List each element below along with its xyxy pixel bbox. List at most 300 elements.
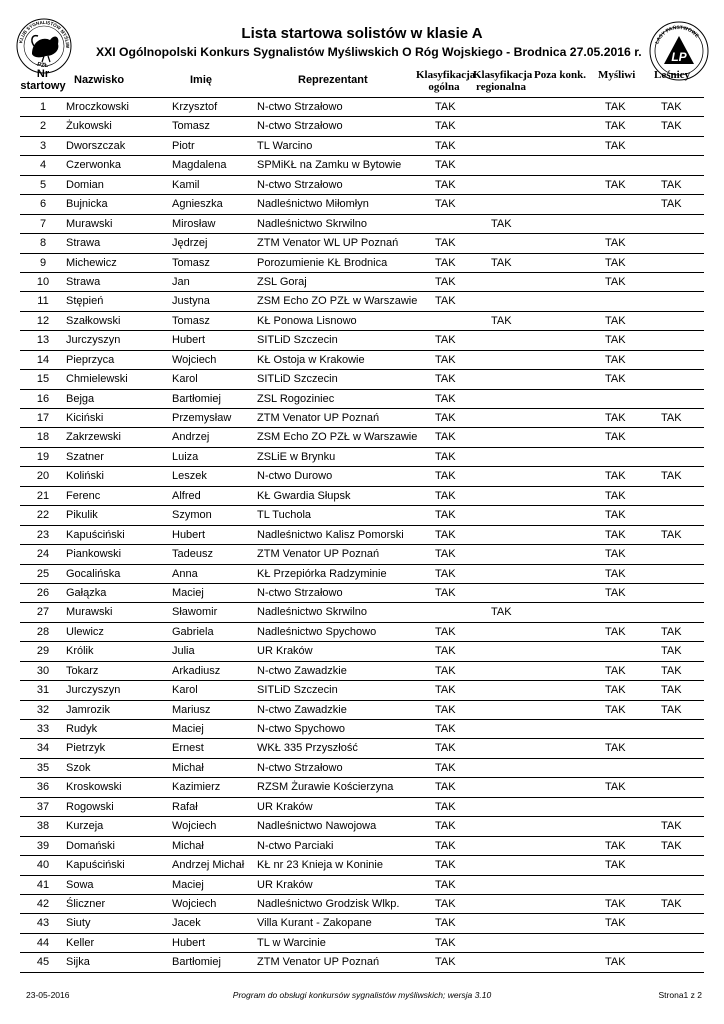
row-imie: Sławomir bbox=[172, 606, 218, 619]
row-klasyfikacja-ogolna: TAK bbox=[435, 625, 456, 638]
table-row bbox=[0, 292, 724, 311]
row-reprezentant: Nadleśnictwo Spychowo bbox=[257, 625, 377, 638]
row-nazwisko: Ulewicz bbox=[66, 625, 104, 638]
row-klasyfikacja-ogolna: TAK bbox=[435, 548, 456, 561]
row-nr: 7 bbox=[39, 217, 47, 230]
col-mysliwi-header: Myśliwi bbox=[598, 69, 636, 81]
row-reprezentant: UR Kraków bbox=[257, 800, 313, 813]
row-mysliwi: TAK bbox=[605, 684, 626, 697]
table-row bbox=[0, 798, 724, 817]
table-row bbox=[0, 428, 724, 447]
row-klasyfikacja-ogolna: TAK bbox=[435, 781, 456, 794]
table-row bbox=[0, 137, 724, 156]
row-lesnicy: TAK bbox=[661, 198, 682, 211]
row-klasyfikacja-ogolna: TAK bbox=[435, 489, 456, 502]
row-reprezentant: UR Kraków bbox=[257, 645, 313, 658]
row-imie: Ernest bbox=[172, 742, 204, 755]
row-lesnicy: TAK bbox=[661, 684, 682, 697]
row-imie: Hubert bbox=[172, 528, 206, 541]
row-mysliwi: TAK bbox=[605, 742, 626, 755]
row-imie: Julia bbox=[172, 645, 195, 658]
row-reprezentant: ZSLiE w Brynku bbox=[257, 450, 336, 463]
row-imie: Justyna bbox=[172, 295, 210, 308]
row-nazwisko: Żukowski bbox=[66, 120, 112, 133]
row-mysliwi: TAK bbox=[605, 625, 626, 638]
row-klasyfikacja-ogolna: TAK bbox=[435, 159, 456, 172]
row-nr: 12 bbox=[36, 314, 50, 327]
row-imie: Jędrzej bbox=[172, 237, 208, 250]
row-nazwisko: Strawa bbox=[66, 237, 101, 250]
row-reprezentant: SITLiD Szczecin bbox=[257, 684, 338, 697]
row-mysliwi: TAK bbox=[605, 237, 626, 250]
row-klasyfikacja-ogolna: TAK bbox=[435, 509, 456, 522]
row-reprezentant: Nadleśnictwo Nawojowa bbox=[257, 820, 377, 833]
row-klasyfikacja-ogolna: TAK bbox=[435, 450, 456, 463]
row-nazwisko: Sowa bbox=[66, 878, 94, 891]
row-klasyfikacja-ogolna: TAK bbox=[435, 470, 456, 483]
row-klasyfikacja-ogolna: TAK bbox=[435, 878, 456, 891]
row-nr: 14 bbox=[36, 353, 50, 366]
table-row bbox=[0, 934, 724, 953]
row-mysliwi: TAK bbox=[605, 528, 626, 541]
row-reprezentant: Nadleśnictwo Kalisz Pomorski bbox=[257, 528, 404, 541]
table-row bbox=[0, 117, 724, 136]
row-klasyfikacja-ogolna: TAK bbox=[435, 295, 456, 308]
row-imie: Wojciech bbox=[172, 897, 217, 910]
row-klasyfikacja-ogolna: TAK bbox=[435, 684, 456, 697]
row-mysliwi: TAK bbox=[605, 412, 626, 424]
table-row bbox=[0, 390, 724, 409]
row-klasyfikacja-ogolna: TAK bbox=[435, 431, 456, 444]
row-reprezentant: N-ctwo Zawadzkie bbox=[257, 703, 347, 716]
row-reprezentant: ZTM Venator UP Poznań bbox=[257, 412, 380, 424]
table-row bbox=[0, 817, 724, 836]
row-lesnicy: TAK bbox=[661, 528, 682, 541]
row-reprezentant: RZSM Żurawie Kościerzyna bbox=[257, 781, 394, 794]
table-row bbox=[0, 506, 724, 525]
participants-table bbox=[0, 98, 724, 973]
col-nr-line2: startowy bbox=[20, 80, 66, 92]
row-nazwisko: Bujnicka bbox=[66, 198, 108, 211]
table-row bbox=[0, 215, 724, 234]
row-nazwisko: Gałązka bbox=[66, 586, 107, 599]
table-row bbox=[0, 312, 724, 331]
row-nazwisko: Sijka bbox=[66, 956, 90, 969]
row-nazwisko: Jamrozik bbox=[66, 703, 111, 716]
row-nr: 1 bbox=[39, 101, 47, 113]
table-row bbox=[0, 234, 724, 253]
row-mysliwi: TAK bbox=[605, 470, 626, 483]
row-nr: 16 bbox=[36, 392, 50, 405]
row-klasyfikacja-ogolna: TAK bbox=[435, 645, 456, 658]
row-nr: 32 bbox=[36, 703, 50, 716]
row-imie: Przemysław bbox=[172, 412, 232, 424]
row-nr: 15 bbox=[36, 373, 50, 386]
row-nr: 39 bbox=[36, 839, 50, 852]
row-mysliwi: TAK bbox=[605, 956, 626, 969]
row-mysliwi: TAK bbox=[605, 373, 626, 386]
row-imie: Mariusz bbox=[172, 703, 211, 716]
row-reprezentant: KŁ Ponowa Lisnowo bbox=[257, 314, 357, 327]
row-lesnicy: TAK bbox=[661, 412, 682, 424]
row-mysliwi: TAK bbox=[605, 917, 626, 930]
col-ogolna-line1: Klasyfikacja bbox=[416, 69, 476, 81]
col-lesnicy-header: Leśnicy bbox=[654, 69, 691, 81]
row-reprezentant: UR Kraków bbox=[257, 878, 313, 891]
row-klasyfikacja-ogolna: TAK bbox=[435, 917, 456, 930]
row-lesnicy: TAK bbox=[661, 101, 682, 113]
row-lesnicy: TAK bbox=[661, 470, 682, 483]
row-mysliwi: TAK bbox=[605, 509, 626, 522]
row-reprezentant: ZTM Venator WL UP Poznań bbox=[257, 237, 399, 250]
row-klasyfikacja-ogolna: TAK bbox=[435, 139, 456, 152]
row-klasyfikacja-ogolna: TAK bbox=[435, 392, 456, 405]
row-imie: Gabriela bbox=[172, 625, 214, 638]
table-row bbox=[0, 273, 724, 292]
row-nazwisko: Bejga bbox=[66, 392, 95, 405]
row-nazwisko: Królik bbox=[66, 645, 94, 658]
footer-page: Strona1 z 2 bbox=[658, 990, 702, 1000]
row-nr: 36 bbox=[36, 781, 50, 794]
footer-date: 23-05-2016 bbox=[26, 990, 70, 1000]
table-row bbox=[0, 176, 724, 195]
col-ogolna-line2: ogólna bbox=[428, 81, 460, 93]
row-nazwisko: Zakrzewski bbox=[66, 431, 122, 444]
row-nr: 43 bbox=[36, 917, 50, 930]
col-nr-line1: Nr bbox=[36, 68, 50, 80]
table-row bbox=[0, 681, 724, 700]
table-row bbox=[0, 331, 724, 350]
row-reprezentant: N-ctwo Durowo bbox=[257, 470, 333, 483]
row-klasyfikacja-ogolna: TAK bbox=[435, 256, 456, 269]
row-divider bbox=[20, 972, 704, 973]
row-nazwisko: Murawski bbox=[66, 217, 113, 230]
row-nr: 11 bbox=[37, 295, 49, 308]
row-klasyfikacja-regionalna: TAK bbox=[491, 256, 512, 269]
table-row bbox=[0, 778, 724, 797]
row-nr: 6 bbox=[39, 198, 47, 211]
row-imie: Leszek bbox=[172, 470, 207, 483]
row-nazwisko: Siuty bbox=[66, 917, 91, 930]
table-row bbox=[0, 701, 724, 720]
row-nazwisko: Keller bbox=[66, 936, 95, 949]
row-reprezentant: Nadleśnictwo Grodzisk Wlkp. bbox=[257, 897, 400, 910]
col-nazwisko-header: Nazwisko bbox=[74, 74, 125, 86]
row-imie: Jan bbox=[172, 275, 190, 288]
row-mysliwi: TAK bbox=[605, 275, 626, 288]
row-imie: Wojciech bbox=[172, 820, 217, 833]
row-mysliwi: TAK bbox=[605, 839, 626, 852]
row-nr: 37 bbox=[36, 800, 50, 813]
row-klasyfikacja-ogolna: TAK bbox=[435, 101, 456, 113]
row-reprezentant: Nadleśnictwo Skrwilno bbox=[257, 606, 368, 619]
row-imie: Szymon bbox=[172, 509, 212, 522]
row-nr: 45 bbox=[36, 956, 50, 969]
row-nr: 8 bbox=[39, 237, 47, 250]
row-nr: 9 bbox=[39, 256, 47, 269]
row-lesnicy: TAK bbox=[661, 664, 682, 677]
row-reprezentant: Nadleśnictwo Miłomłyn bbox=[257, 198, 369, 211]
row-nazwisko: Śliczner bbox=[66, 897, 106, 910]
row-klasyfikacja-ogolna: TAK bbox=[435, 820, 456, 833]
page-title: Lista startowa solistów w klasie A bbox=[241, 25, 483, 42]
table-row bbox=[0, 720, 724, 739]
row-klasyfikacja-ogolna: TAK bbox=[435, 897, 456, 910]
table-row bbox=[0, 98, 724, 117]
row-mysliwi: TAK bbox=[605, 256, 626, 269]
row-nazwisko: Tokarz bbox=[66, 664, 99, 677]
row-nr: 30 bbox=[36, 664, 50, 677]
row-imie: Jacek bbox=[172, 917, 201, 930]
table-row bbox=[0, 856, 724, 875]
row-imie: Kamil bbox=[172, 178, 200, 191]
row-klasyfikacja-ogolna: TAK bbox=[435, 178, 456, 191]
row-mysliwi: TAK bbox=[605, 567, 626, 580]
row-mysliwi: TAK bbox=[605, 859, 626, 872]
row-nazwisko: Murawski bbox=[66, 606, 113, 619]
logo-left-text: KLUB SYGNALISTÓW MYŚLIW bbox=[18, 19, 71, 49]
row-nr: 3 bbox=[39, 139, 47, 152]
row-nr: 41 bbox=[36, 878, 50, 891]
row-nazwisko: Michewicz bbox=[66, 256, 117, 269]
logo-left-bottom: PZŁ bbox=[36, 61, 49, 69]
row-imie: Andrzej bbox=[172, 431, 210, 444]
table-row bbox=[0, 467, 724, 486]
table-row bbox=[0, 545, 724, 564]
row-mysliwi: TAK bbox=[605, 664, 626, 677]
row-klasyfikacja-ogolna: TAK bbox=[435, 664, 456, 677]
col-regionalna-line1: Klasyfikacja bbox=[473, 69, 533, 81]
row-nazwisko: Kurzeja bbox=[66, 820, 104, 833]
table-row bbox=[0, 195, 724, 214]
row-klasyfikacja-ogolna: TAK bbox=[435, 237, 456, 250]
row-imie: Mirosław bbox=[172, 217, 216, 230]
row-nazwisko: Kroskowski bbox=[66, 781, 122, 794]
row-nr: 5 bbox=[39, 178, 47, 191]
table-header bbox=[0, 68, 724, 96]
row-imie: Arkadiusz bbox=[172, 664, 221, 677]
row-reprezentant: ZTM Venator UP Poznań bbox=[257, 548, 380, 561]
row-reprezentant: ZSM Echo ZO PZŁ w Warszawie bbox=[257, 431, 418, 444]
row-mysliwi: TAK bbox=[605, 139, 626, 152]
row-lesnicy: TAK bbox=[661, 839, 682, 852]
logo-right-mark: LP bbox=[671, 50, 687, 64]
row-mysliwi: TAK bbox=[605, 548, 626, 561]
row-imie: Hubert bbox=[172, 334, 206, 347]
row-lesnicy: TAK bbox=[661, 897, 682, 910]
row-imie: Magdalena bbox=[172, 159, 227, 172]
row-imie: Tomasz bbox=[172, 120, 210, 133]
row-mysliwi: TAK bbox=[605, 897, 626, 910]
row-lesnicy: TAK bbox=[661, 703, 682, 716]
row-mysliwi: TAK bbox=[605, 334, 626, 347]
row-nazwisko: Jurczyszyn bbox=[66, 334, 121, 347]
row-mysliwi: TAK bbox=[605, 586, 626, 599]
row-nr: 24 bbox=[36, 548, 50, 561]
row-nr: 17 bbox=[36, 412, 50, 424]
table-row bbox=[0, 156, 724, 175]
row-klasyfikacja-ogolna: TAK bbox=[435, 723, 456, 735]
row-nazwisko: Pieprzyca bbox=[66, 353, 115, 366]
row-klasyfikacja-ogolna: TAK bbox=[435, 936, 456, 949]
row-imie: Piotr bbox=[172, 139, 195, 152]
row-nazwisko: Piankowski bbox=[66, 548, 122, 561]
row-reprezentant: WKŁ 335 Przyszłość bbox=[257, 742, 358, 755]
row-reprezentant: KŁ Ostoja w Krakowie bbox=[257, 353, 365, 366]
row-klasyfikacja-ogolna: TAK bbox=[435, 373, 456, 386]
row-imie: Karol bbox=[172, 684, 198, 697]
row-reprezentant: N-ctwo Strzałowo bbox=[257, 101, 343, 113]
row-imie: Bartłomiej bbox=[172, 956, 221, 969]
row-nr: 29 bbox=[36, 645, 50, 658]
row-klasyfikacja-ogolna: TAK bbox=[435, 120, 456, 133]
row-imie: Bartłomiej bbox=[172, 392, 221, 405]
row-klasyfikacja-ogolna: TAK bbox=[435, 742, 456, 755]
row-imie: Anna bbox=[172, 567, 198, 580]
table-row bbox=[0, 603, 724, 622]
table-row bbox=[0, 759, 724, 778]
row-klasyfikacja-ogolna: TAK bbox=[435, 703, 456, 716]
col-poza-header: Poza konk. bbox=[534, 69, 586, 81]
row-reprezentant: SITLiD Szczecin bbox=[257, 334, 338, 347]
row-klasyfikacja-ogolna: TAK bbox=[435, 528, 456, 541]
row-imie: Maciej bbox=[172, 723, 204, 735]
row-imie: Agnieszka bbox=[172, 198, 223, 211]
row-mysliwi: TAK bbox=[605, 314, 626, 327]
row-nr: 38 bbox=[36, 820, 50, 833]
row-mysliwi: TAK bbox=[605, 431, 626, 444]
row-imie: Michał bbox=[172, 839, 204, 852]
row-klasyfikacja-ogolna: TAK bbox=[435, 839, 456, 852]
row-nr: 34 bbox=[36, 742, 50, 755]
row-klasyfikacja-ogolna: TAK bbox=[435, 353, 456, 366]
row-imie: Tadeusz bbox=[172, 548, 213, 561]
row-nr: 20 bbox=[36, 470, 50, 483]
row-nazwisko: Szatner bbox=[66, 450, 104, 463]
row-nazwisko: Pietrzyk bbox=[66, 742, 106, 755]
table-row bbox=[0, 448, 724, 467]
row-nr: 19 bbox=[36, 450, 50, 463]
col-ogolna-header bbox=[416, 69, 476, 93]
row-reprezentant: SPMiKŁ na Zamku w Bytowie bbox=[257, 159, 402, 172]
table-row bbox=[0, 623, 724, 642]
row-mysliwi: TAK bbox=[605, 120, 626, 133]
row-nr: 44 bbox=[36, 936, 50, 949]
row-nazwisko: Rogowski bbox=[66, 800, 114, 813]
row-klasyfikacja-regionalna: TAK bbox=[491, 606, 512, 619]
row-reprezentant: Nadleśnictwo Skrwilno bbox=[257, 217, 368, 230]
row-reprezentant: TL w Warcinie bbox=[257, 936, 326, 949]
row-nazwisko: Stępień bbox=[66, 295, 104, 308]
row-reprezentant: KŁ nr 23 Knieja w Koninie bbox=[257, 859, 383, 872]
col-imie-header: Imię bbox=[190, 74, 213, 86]
row-imie: Tomasz bbox=[172, 314, 210, 327]
row-lesnicy: TAK bbox=[661, 645, 682, 658]
row-nazwisko: Koliński bbox=[66, 470, 104, 483]
row-lesnicy: TAK bbox=[661, 120, 682, 133]
row-nazwisko: Chmielewski bbox=[66, 373, 128, 386]
row-nr: 31 bbox=[36, 684, 50, 697]
table-row bbox=[0, 953, 724, 972]
row-lesnicy: TAK bbox=[661, 625, 682, 638]
row-nazwisko: Szok bbox=[66, 761, 91, 774]
row-klasyfikacja-regionalna: TAK bbox=[491, 217, 512, 230]
row-nazwisko: Jurczyszyn bbox=[66, 684, 121, 697]
row-imie: Maciej bbox=[172, 878, 204, 891]
row-reprezentant: KŁ Przepiórka Radzyminie bbox=[257, 567, 387, 580]
row-nazwisko: Rudyk bbox=[66, 723, 98, 735]
row-reprezentant: SITLiD Szczecin bbox=[257, 373, 338, 386]
table-row bbox=[0, 254, 724, 273]
row-reprezentant: N-ctwo Strzałowo bbox=[257, 586, 343, 599]
row-mysliwi: TAK bbox=[605, 101, 626, 113]
row-reprezentant: ZSM Echo ZO PZŁ w Warszawie bbox=[257, 295, 418, 308]
row-reprezentant: N-ctwo Parciaki bbox=[257, 839, 334, 852]
row-imie: Karol bbox=[172, 373, 198, 386]
table-row bbox=[0, 739, 724, 758]
row-nr: 42 bbox=[36, 897, 50, 910]
row-reprezentant: TL Warcino bbox=[257, 139, 313, 152]
row-nr: 23 bbox=[36, 528, 50, 541]
row-imie: Luiza bbox=[172, 450, 199, 463]
row-nr: 35 bbox=[36, 761, 50, 774]
row-nr: 33 bbox=[36, 723, 50, 735]
row-imie: Maciej bbox=[172, 586, 204, 599]
table-row bbox=[0, 584, 724, 603]
row-mysliwi: TAK bbox=[605, 489, 626, 502]
row-nazwisko: Kiciński bbox=[66, 412, 104, 424]
table-row bbox=[0, 642, 724, 661]
table-row bbox=[0, 351, 724, 370]
row-nazwisko: Kapuściński bbox=[66, 859, 125, 872]
row-imie: Tomasz bbox=[172, 256, 210, 269]
footer-program: Program do obsługi konkursów sygnalistów myśliwskich; wersja 3.10 bbox=[232, 990, 492, 1000]
table-row bbox=[0, 914, 724, 933]
row-klasyfikacja-ogolna: TAK bbox=[435, 800, 456, 813]
row-reprezentant: N-ctwo Strzałowo bbox=[257, 761, 343, 774]
row-imie: Rafał bbox=[172, 800, 198, 813]
row-reprezentant: KŁ Gwardia Słupsk bbox=[257, 489, 351, 502]
row-imie: Alfred bbox=[172, 489, 201, 502]
row-imie: Andrzej Michał bbox=[172, 859, 245, 872]
row-nr: 22 bbox=[36, 509, 50, 522]
row-reprezentant: Porozumienie KŁ Brodnica bbox=[257, 256, 388, 269]
row-klasyfikacja-ogolna: TAK bbox=[435, 956, 456, 969]
table-row bbox=[0, 837, 724, 856]
row-nazwisko: Gocalińska bbox=[66, 567, 121, 580]
row-mysliwi: TAK bbox=[605, 703, 626, 716]
col-nr-header bbox=[20, 68, 66, 92]
row-nr: 26 bbox=[36, 586, 50, 599]
row-reprezentant: Villa Kurant - Zakopane bbox=[257, 917, 372, 930]
col-regionalna-header bbox=[473, 69, 533, 93]
row-reprezentant: TL Tuchola bbox=[257, 509, 312, 522]
row-klasyfikacja-ogolna: TAK bbox=[435, 275, 456, 288]
row-imie: Krzysztof bbox=[172, 101, 218, 113]
row-imie: Michał bbox=[172, 761, 204, 774]
row-nr: 27 bbox=[36, 606, 50, 619]
row-nazwisko: Pikulik bbox=[66, 509, 98, 522]
row-lesnicy: TAK bbox=[661, 820, 682, 833]
row-klasyfikacja-regionalna: TAK bbox=[491, 314, 512, 327]
row-lesnicy: TAK bbox=[661, 178, 682, 191]
row-klasyfikacja-ogolna: TAK bbox=[435, 198, 456, 211]
table-row bbox=[0, 565, 724, 584]
row-reprezentant: ZSL Rogoziniec bbox=[257, 392, 335, 405]
page-subtitle: XXI Ogólnopolski Konkurs Sygnalistów Myśliwskich O Róg Wojskiego - Brodnica 27.05.2016 r. bbox=[96, 45, 642, 59]
row-reprezentant: N-ctwo Zawadzkie bbox=[257, 664, 347, 677]
row-reprezentant: N-ctwo Spychowo bbox=[257, 723, 346, 735]
